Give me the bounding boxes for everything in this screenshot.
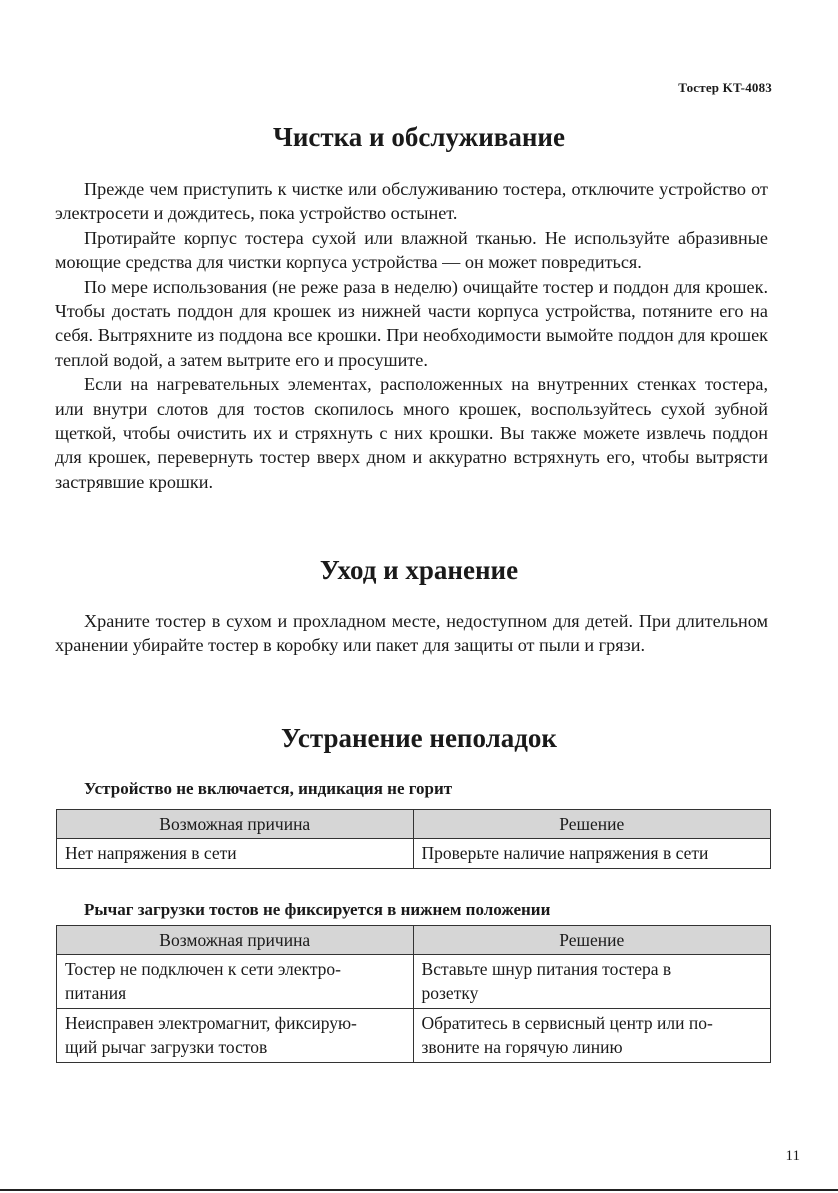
solution-cell: Вставьте шнур питания тостера в розетку	[413, 955, 770, 1009]
table-header-row	[57, 810, 771, 839]
troubleshooting-table	[56, 925, 771, 1063]
column-header-solution: Решение	[413, 810, 771, 839]
cause-cell: Тостер не подключен к сети электро- питания	[57, 955, 414, 1009]
cleaning-title: Чистка и обслуживание	[273, 122, 565, 152]
table-row	[57, 955, 771, 1009]
cleaning-paragraph: Протирайте корпус тостера сухой или влажной тканью. Не используйте абразивные моющие средства для чистки корпуса устройства — он может повредиться.	[55, 227, 768, 273]
troubleshooting-table	[56, 809, 771, 869]
cause-cell: Неисправен электромагнит, фиксирую- щий рычаг загрузки тостов	[57, 1009, 414, 1063]
solution-cell: Обратитесь в сервисный центр или по- звоните на горячую линию	[413, 1009, 770, 1063]
cleaning-paragraph: Прежде чем приступить к чистке или обслуживанию тостера, отключите устройство от электросети и дождитесь, пока устройство остынет.	[55, 179, 768, 224]
table-row	[57, 839, 771, 869]
cleaning-text	[55, 177, 768, 494]
storage-title: Уход и хранение	[319, 555, 519, 585]
table-header-row	[57, 926, 771, 955]
page-number: 11	[785, 1148, 800, 1164]
cleaning-paragraph: По мере использования (не реже раза в неделю) очищайте тостер и поддон для крошек. Чтобы достать поддон для крошек из нижней части корпуса устройства, потяните его на себя. Вытряхните из поддона все крошки. При необходимости вымойте поддон для крошек теплой водой, а затем вытрите его и просушите.	[55, 276, 768, 370]
problem-title: Устройство не включается, индикация не горит	[84, 779, 453, 798]
bottom-divider	[0, 1189, 838, 1191]
troubleshooting-title: Устранение неполадок	[281, 723, 557, 753]
cause-cell: Нет напряжения в сети	[57, 839, 414, 869]
solution-cell: Проверьте наличие напряжения в сети	[413, 839, 771, 869]
column-header-cause: Возможная причина	[57, 926, 414, 955]
column-header-solution: Решение	[413, 926, 770, 955]
problem-title: Рычаг загрузки тостов не фиксируется в нижнем положении	[84, 900, 551, 919]
storage-text	[55, 609, 768, 658]
document-model-header: Тостер KT-4083	[678, 80, 772, 95]
table-row	[57, 1009, 771, 1063]
column-header-cause: Возможная причина	[57, 810, 414, 839]
cleaning-paragraph: Если на нагревательных элементах, расположенных на внутренних стенках тостера, или внутри слотов для тостов скопилось много крошек, воспользуйтесь сухой зубной щеткой, чтобы очистить их и стряхнуть с них крошки. Вы также можете извлечь поддон для крошек, перевернуть тостер вверх дном и аккуратно встряхнуть его, чтобы вытрясти застрявшие крошки.	[55, 374, 768, 492]
storage-paragraph: Храните тостер в сухом и прохладном месте, недоступном для детей. При длительном хранении убирайте тостер в коробку или пакет для защиты от пыли и грязи.	[55, 611, 768, 656]
